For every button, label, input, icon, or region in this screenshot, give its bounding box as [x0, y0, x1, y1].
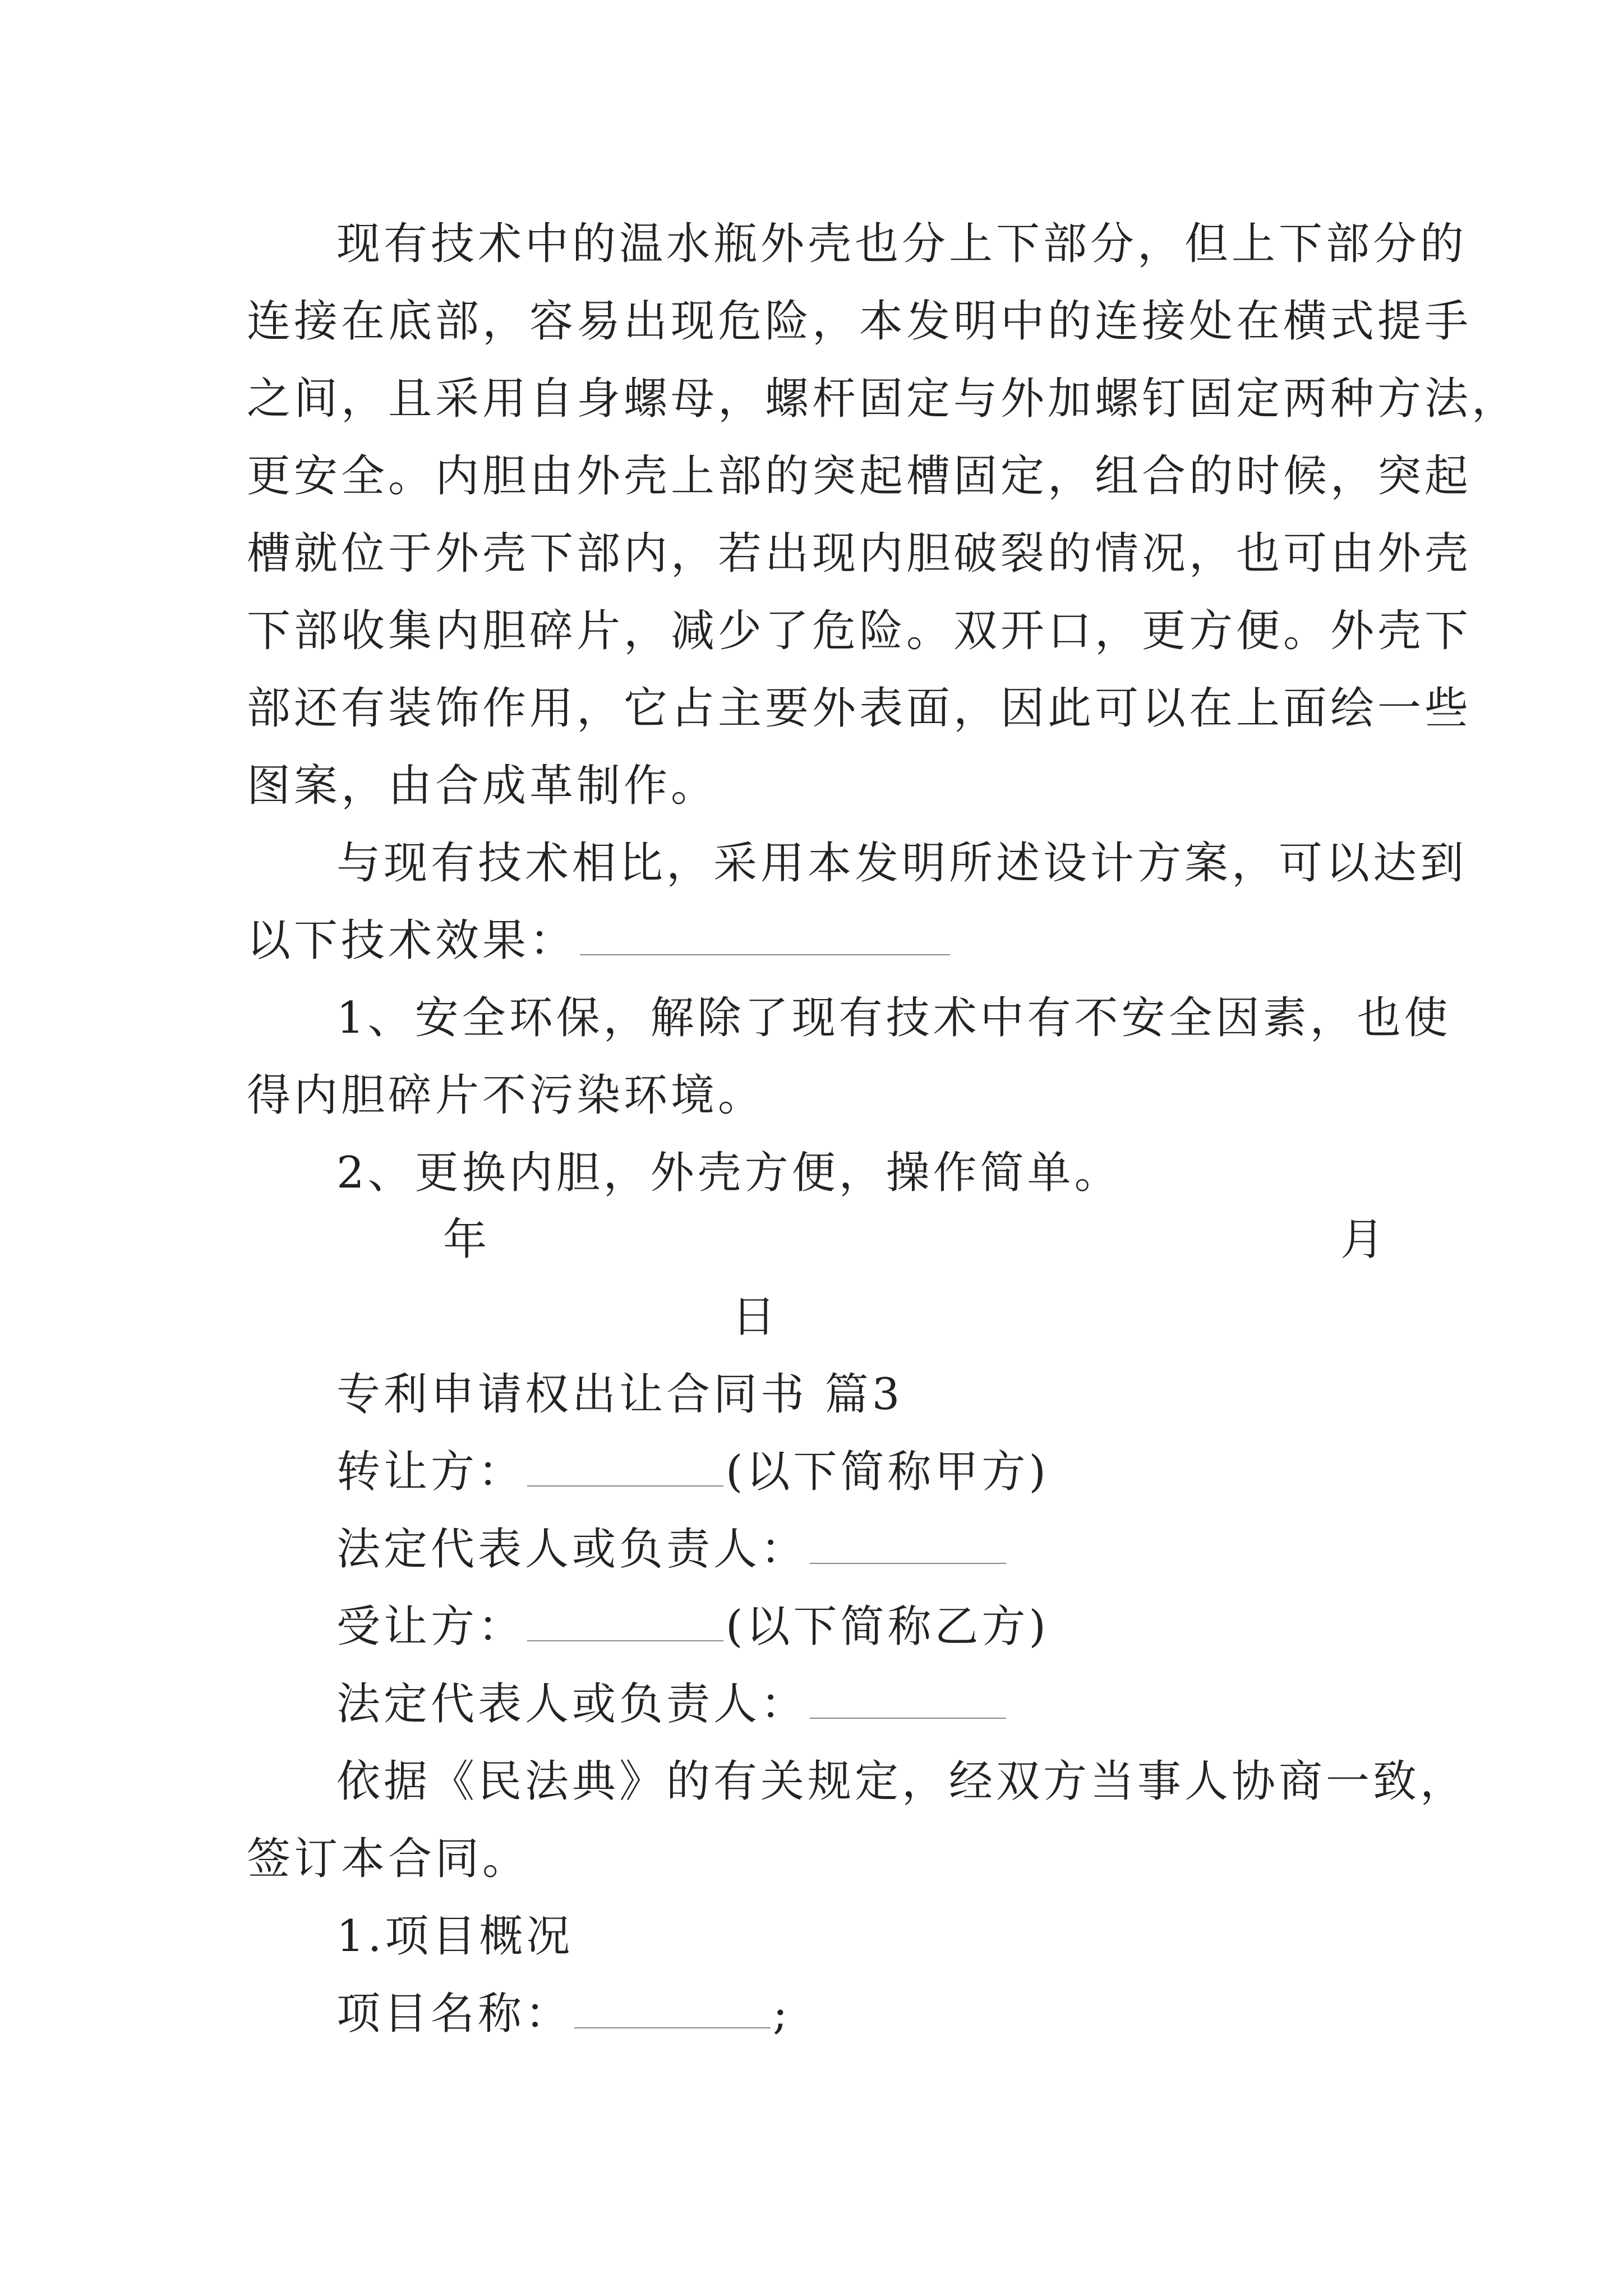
paragraph-1-line-2: 连接在底部，容易出现危险，本发明中的连接处在横式提手: [247, 296, 1472, 347]
basis-line-2: 签订本合同。: [247, 1834, 530, 1884]
transferee-label: 受让方：: [336, 1602, 525, 1652]
date-year: 年: [443, 1214, 487, 1265]
basis-line-1: 依据《民法典》的有关规定，经双方当事人协商一致，: [336, 1756, 1468, 1807]
contract-title: 专利申请权出让合同书 篇3: [336, 1369, 903, 1420]
representative-label-1: 法定代表人或负责人：: [336, 1524, 808, 1575]
representative-line-1: [336, 1521, 1481, 1577]
date-month: 月: [1340, 1214, 1385, 1265]
date-day: 日: [732, 1292, 776, 1342]
effects-blank: [580, 921, 950, 955]
paragraph-1-line-4: 更安全。内胆由外壳上部的突起槽固定，组合的时候，突起: [247, 451, 1472, 501]
transferee-line: [336, 1599, 1481, 1655]
project-name-label: 项目名称：: [336, 1989, 573, 2039]
paragraph-3-line-1: 1、安全环保，解除了现有技术中有不安全因素，也使: [336, 993, 1451, 1043]
effects-label: 以下技术效果：: [247, 915, 577, 966]
representative-blank-2: [810, 1684, 1006, 1719]
paragraph-1-line-1: 现有技术中的温水瓶外壳也分上下部分，但上下部分的: [336, 219, 1468, 269]
representative-line-2: [336, 1676, 1481, 1732]
project-name-suffix: ;: [773, 1989, 791, 2039]
representative-blank-1: [810, 1529, 1006, 1564]
paragraph-3-line-2: 得内胆碎片不污染环境。: [247, 1070, 766, 1121]
representative-label-2: 法定代表人或负责人：: [336, 1679, 808, 1729]
paragraph-2-line-2: [247, 913, 1391, 969]
transferee-blank: [527, 1607, 723, 1641]
section-1-heading: 1.项目概况: [336, 1911, 574, 1962]
project-name-line: [336, 1986, 1481, 2042]
paragraph-4: 2、更换内胆，外壳方便，操作简单。: [336, 1148, 1122, 1198]
paragraph-1-line-7: 部还有装饰作用，它占主要外表面，因此可以在上面绘一些: [247, 683, 1472, 734]
transferor-suffix: (以下简称甲方): [726, 1447, 1049, 1497]
paragraph-1-line-8: 图案，由合成革制作。: [247, 761, 718, 811]
paragraph-1-line-5: 槽就位于外壳下部内，若出现内胆破裂的情况，也可由外壳: [247, 528, 1472, 579]
transferor-label: 转让方：: [336, 1447, 525, 1497]
transferor-line: [336, 1444, 1481, 1500]
transferee-suffix: (以下简称乙方): [726, 1602, 1049, 1652]
paragraph-1-line-3: 之间，且采用自身螺母，螺杆固定与外加螺钉固定两种方法，: [247, 374, 1519, 424]
project-name-blank: [574, 1994, 771, 2028]
transferor-blank: [527, 1452, 723, 1487]
paragraph-1-line-6: 下部收集内胆碎片，减少了危险。双开口，更方便。外壳下: [247, 606, 1472, 656]
paragraph-2-line-1: 与现有技术相比，采用本发明所述设计方案，可以达到: [336, 838, 1468, 889]
